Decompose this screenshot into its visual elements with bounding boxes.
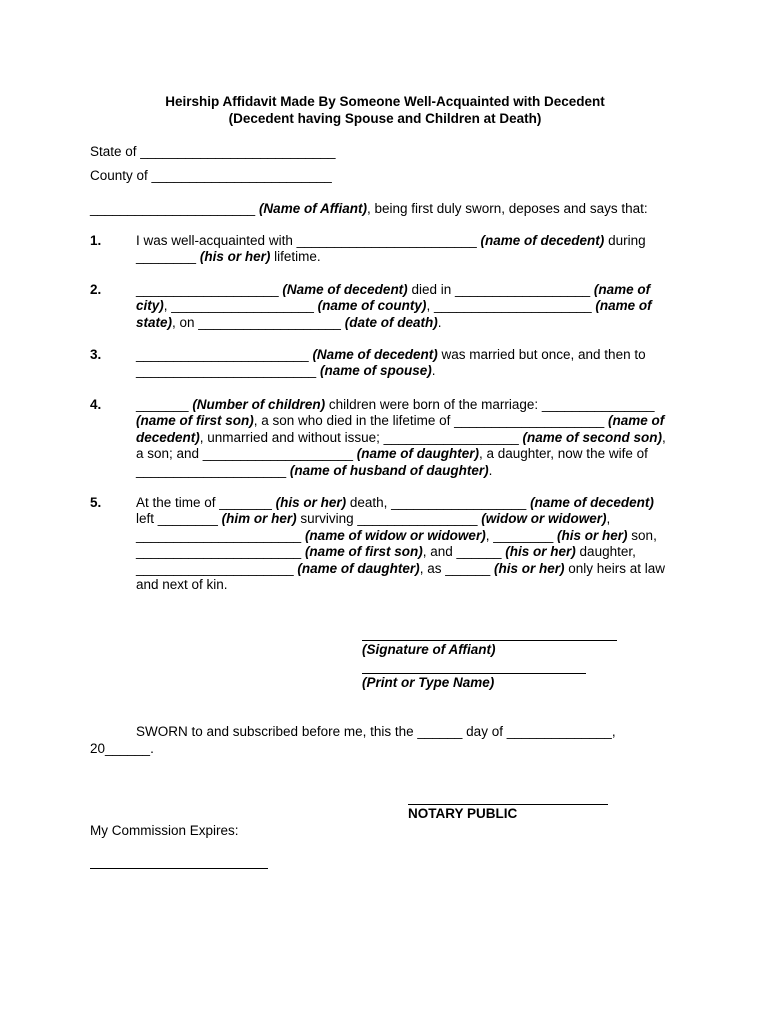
text-segment: ______________________ — [136, 544, 305, 560]
field-label: city) — [136, 298, 164, 314]
text-segment: , a daughter, now the wife of — [478, 446, 648, 462]
field-label: (his or her) — [275, 495, 347, 510]
text-segment: death, __________________ — [346, 495, 531, 510]
document-title: Heirship Affidavit Made By Someone Well-Acquainted with Decedent — [165, 94, 605, 109]
intro-paragraph — [90, 201, 648, 217]
field-label: (name of husband of daughter) — [289, 462, 489, 478]
item-5-line — [136, 561, 665, 577]
text-segment: daughter, — [575, 544, 636, 560]
field-label: decedent) — [136, 429, 200, 445]
field-label: (name of — [593, 282, 651, 297]
print-name-line — [362, 673, 586, 674]
item-4-line — [136, 463, 492, 479]
item-5-line — [136, 495, 654, 511]
field-label: (name of widow or widower) — [304, 527, 486, 543]
text-segment: , on ___________________ — [172, 314, 345, 330]
field-label: (name of spouse) — [319, 363, 432, 379]
item-2-line — [136, 298, 652, 314]
item-number: 2. — [90, 282, 102, 297]
commission-expires-label: My Commission Expires: — [90, 823, 239, 838]
text-segment: children were born of the marriage: _______________ — [325, 397, 655, 412]
item-3-line — [136, 347, 646, 363]
field-label: (his or her) — [557, 527, 628, 543]
item-2-line — [136, 282, 650, 298]
notary-signature-line — [408, 804, 608, 805]
text-segment: _____________________ — [136, 560, 298, 576]
text-segment: ________ — [136, 249, 200, 265]
text-segment: _______________________ — [136, 347, 313, 362]
item-2-line — [136, 315, 441, 331]
text-segment: surviving ________________ — [296, 511, 482, 527]
field-label: (name of — [595, 298, 652, 314]
text-segment: At the time of _______ — [136, 495, 276, 510]
text-segment: son, — [627, 527, 657, 543]
text-segment: during — [604, 233, 646, 248]
affiant-blank: ______________________ — [90, 201, 259, 216]
text-segment: . — [437, 314, 442, 330]
text-segment: , and ______ — [422, 544, 506, 560]
item-4-line — [136, 397, 655, 413]
item-4-line — [136, 446, 648, 462]
text-segment: , a son who died in the lifetime of ____________________ — [253, 413, 609, 429]
field-label: (name of decedent) — [480, 233, 605, 248]
item-4-line — [136, 413, 664, 429]
text-segment: . — [431, 363, 436, 379]
commission-expires-line — [90, 868, 268, 869]
text-segment: I was well-acquainted with ________________________ — [136, 233, 481, 248]
field-label: (his or her) — [199, 249, 271, 265]
text-segment: _______ — [136, 397, 193, 412]
text-segment: died in __________________ — [407, 282, 594, 297]
text-segment: was married but once, and then to — [437, 347, 646, 362]
text-segment: lifetime. — [270, 249, 321, 265]
field-label: (name of daughter) — [297, 560, 420, 576]
text-segment: a son; and ____________________ — [136, 446, 357, 462]
field-label: (name of — [608, 413, 665, 429]
state-of-field: State of __________________________ — [90, 144, 336, 159]
print-or-type-name-label: (Print or Type Name) — [362, 675, 495, 690]
item-5-line — [136, 544, 636, 560]
text-segment: , — [606, 511, 611, 527]
text-segment: ____________________ — [136, 462, 290, 478]
field-label: state) — [136, 314, 173, 330]
field-label: (name of county) — [317, 298, 427, 314]
text-segment: , ___________________ — [163, 298, 318, 314]
field-label: (name of decedent) — [530, 495, 654, 510]
field-label: (name of daughter) — [356, 446, 479, 462]
text-segment: , as ______ — [419, 560, 494, 576]
field-label: (widow or widower) — [481, 511, 607, 527]
sworn-statement: SWORN to and subscribed before me, this the ______ day of ______________, — [136, 724, 616, 739]
item-1-line — [136, 249, 321, 265]
notary-public-label: NOTARY PUBLIC — [408, 806, 518, 821]
item-number: 3. — [90, 347, 102, 362]
item-4-line — [136, 430, 666, 446]
county-of-field: County of ________________________ — [90, 168, 332, 183]
item-5-line — [136, 511, 610, 527]
item-5-line — [136, 528, 657, 544]
text-segment: and next of kin. — [136, 577, 228, 592]
field-label: (date of death) — [344, 314, 438, 330]
text-segment: ______________________ — [136, 527, 305, 543]
item-number: 4. — [90, 397, 102, 412]
affiant-signature-line — [362, 640, 617, 641]
document-subtitle: (Decedent having Spouse and Children at Death) — [228, 111, 542, 126]
text-segment: ________________________ — [136, 363, 320, 379]
text-segment: , _____________________ — [426, 298, 596, 314]
field-label: (his or her) — [494, 560, 565, 576]
item-number: 1. — [90, 233, 102, 248]
item-3-line — [136, 363, 435, 379]
text-segment: only heirs at law — [564, 560, 666, 576]
field-label: (Number of children) — [192, 397, 326, 412]
text-segment: left ________ — [136, 511, 222, 527]
intro-text: , being first duly sworn, deposes and says that: — [366, 201, 648, 216]
field-label: (name of first son) — [304, 544, 423, 560]
item-5-line — [136, 577, 228, 593]
item-1-line — [136, 233, 646, 249]
text-segment: ___________________ — [136, 282, 283, 297]
field-label: (Name of decedent) — [312, 347, 438, 362]
affiant-field-label: (Name of Affiant) — [258, 201, 367, 216]
text-segment: , unmarried and without issue; __________________ — [199, 429, 523, 445]
field-label: (Name of decedent) — [282, 282, 408, 297]
text-segment: , ________ — [485, 527, 558, 543]
field-label: (name of second son) — [522, 429, 663, 445]
item-number: 5. — [90, 495, 102, 510]
text-segment: . — [488, 462, 493, 478]
text-segment: , — [662, 429, 666, 445]
sworn-year: 20______. — [90, 741, 154, 756]
signature-of-affiant-label: (Signature of Affiant) — [362, 642, 496, 657]
field-label: (him or her) — [221, 511, 297, 527]
field-label: (name of first son) — [136, 413, 254, 429]
field-label: (his or her) — [505, 544, 576, 560]
